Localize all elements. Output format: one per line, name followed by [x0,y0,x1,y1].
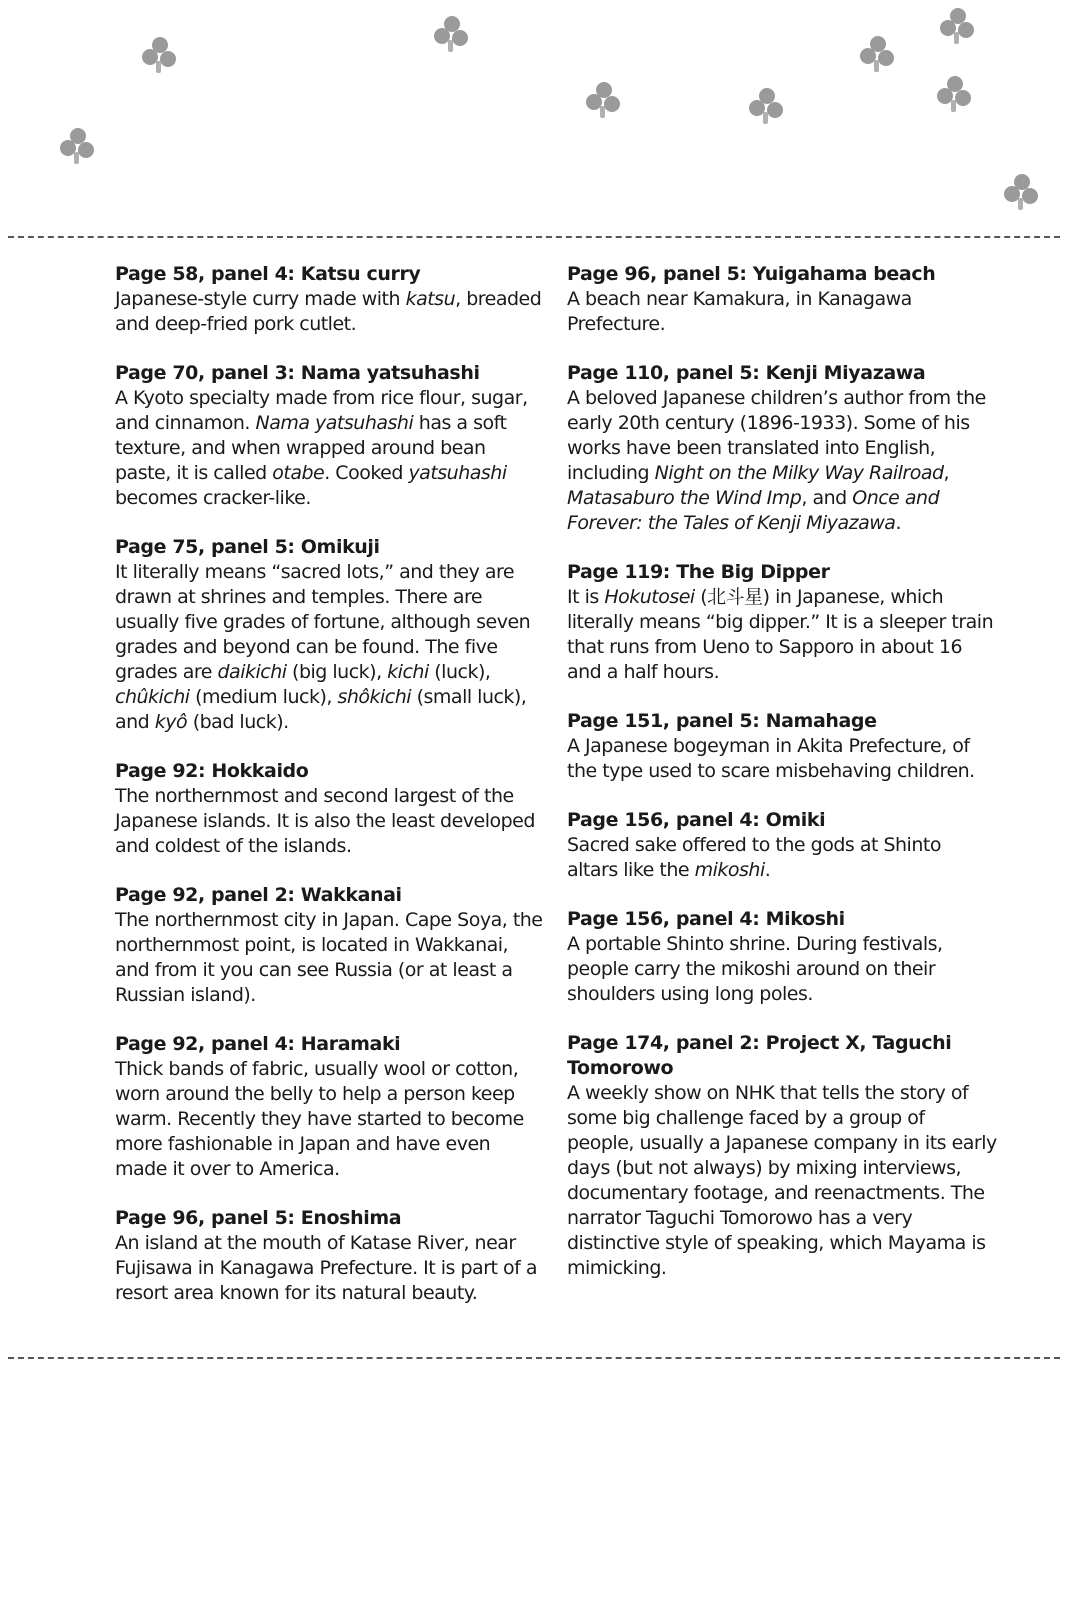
glossary-entry [567,361,997,536]
text-run: It is [567,586,605,608]
glossary-entry [115,1206,545,1306]
clover-icon [1002,172,1042,212]
glossary-entry [567,1031,997,1281]
entry-title: Page 75, panel 5: Omikuji [115,536,380,558]
italic-term: kichi [387,661,429,683]
clover-icon [747,86,787,126]
entry-title: Page 174, panel 2: Project X, Taguchi Tomorowo [567,1032,952,1079]
entry-title: Page 119: The Big Dipper [567,561,830,583]
italic-term: chûkichi [115,686,190,708]
left-column [115,262,545,1330]
text-run: . [764,859,771,881]
entry-description [567,932,997,1007]
clover-icon [58,126,98,166]
entry-title: Page 92, panel 2: Wakkanai [115,884,402,906]
entry-description [115,560,545,735]
clover-icon [584,80,624,120]
italic-term: Night on the Milky Way Railroad [654,462,944,484]
italic-term: daikichi [217,661,287,683]
text-run: The northernmost city in Japan. Cape Soya, the northernmost point, is located in Wakkanai, and from it you can see Russia (or at least a Russian island). [115,909,543,1006]
italic-term: kyô [154,711,188,733]
entry-description [115,386,545,511]
text-run: (bad luck). [187,711,289,733]
text-run: A Kyoto specialty made from rice flour, sugar, and cinnamon. [115,387,528,434]
text-run: A beloved Japanese children’s author from the early 20th century (1896-1933). Some of his works have been translated into English, including [567,387,986,484]
entry-title: Page 58, panel 4: Katsu curry [115,263,421,285]
glossary-entry [115,1032,545,1182]
entry-description [115,908,545,1008]
entry-description [567,287,997,337]
entry-description [567,585,997,685]
text-run: . Cooked [324,462,409,484]
text-run: becomes cracker-like. [115,487,311,509]
glossary-entry [567,560,997,685]
entry-title: Page 92, panel 4: Haramaki [115,1033,401,1055]
entry-title: Page 70, panel 3: Nama yatsuhashi [115,362,480,384]
entry-title: Page 96, panel 5: Yuigahama beach [567,263,936,285]
glossary-entry [567,262,997,337]
top-divider [8,236,1060,238]
text-run: A weekly show on NHK that tells the story of some big challenge faced by a group of people, usually a Japanese company in its early days (but not always) by mixing interviews, documentary footage, and reenactments. The narrator Taguchi Tomorowo has a very distinctive style of speaking, which Mayama is mimicking. [567,1082,997,1279]
entry-title: Page 96, panel 5: Enoshima [115,1207,402,1229]
entry-title: Page 156, panel 4: Omiki [567,809,826,831]
text-run: . [895,512,901,534]
entry-description [567,1081,997,1281]
text-run: It literally means “sacred lots,” and they are drawn at shrines and temples. There are usually five grades of fortune, although seven grades and beyond can be found. The five grades are [115,561,531,683]
text-run: A beach near Kamakura, in Kanagawa Prefecture. [567,288,912,335]
text-run: A Japanese bogeyman in Akita Prefecture, of the type used to scare misbehaving children. [567,735,975,782]
italic-term: yatsuhashi [408,462,507,484]
italic-term: otabe [272,462,325,484]
text-run: (medium luck), [189,686,338,708]
text-run: The northernmost and second largest of the Japanese islands. It is also the least developed and coldest of the islands. [115,785,535,857]
clover-icon [938,6,978,46]
entry-description [567,833,997,883]
text-run: , and [801,487,853,509]
entry-description [115,1231,545,1306]
italic-term: katsu [405,288,456,310]
entry-title: Page 92: Hokkaido [115,760,309,782]
glossary-entry [115,883,545,1008]
text-run: (luck), [428,661,491,683]
entry-title: Page 151, panel 5: Namahage [567,710,877,732]
text-run: An island at the mouth of Katase River, near Fujisawa in Kanagawa Prefecture. It is part of a resort area known for its natural beauty. [115,1232,537,1304]
italic-term: Matasaburo the Wind Imp [567,487,802,509]
glossary-entry [567,808,997,883]
entry-description [115,784,545,859]
italic-term: Nama yatsuhashi [255,412,414,434]
text-run: (北斗星) in Japanese, which literally means “big dipper.” It is a sleeper train that runs from Ueno to Sapporo in about 16 and a half hours. [567,586,994,683]
clover-icon [140,35,180,75]
text-run: Japanese-style curry made with [115,288,406,310]
text-run: (small luck), and [115,686,527,733]
clover-icon [935,74,975,114]
entry-description [115,287,545,337]
entry-title: Page 156, panel 4: Mikoshi [567,908,845,930]
right-column [567,262,997,1305]
glossary-entry [567,907,997,1007]
clover-icon [858,34,898,74]
text-run: (big luck), [286,661,388,683]
glossary-entry [115,361,545,511]
entry-description [115,1057,545,1182]
entry-description [567,734,997,784]
text-run: Sacred sake offered to the gods at Shinto altars like the [567,834,941,881]
italic-term: shôkichi [337,686,412,708]
entry-title: Page 110, panel 5: Kenji Miyazawa [567,362,926,384]
glossary-entry [115,759,545,859]
glossary-entry [567,709,997,784]
text-run: , breaded and deep-fried pork cutlet. [115,288,542,335]
glossary-entry [115,535,545,735]
italic-term: Hokutosei [604,586,695,608]
entry-description [567,386,997,536]
glossary-entry [115,262,545,337]
text-run: Thick bands of fabric, usually wool or cotton, worn around the belly to help a person keep warm. Recently they have started to become more fashionable in Japan and have even made it over to America. [115,1058,524,1180]
bottom-divider [8,1357,1060,1359]
text-run: A portable Shinto shrine. During festivals, people carry the mikoshi around on their shoulders using long poles. [567,933,943,1005]
clover-icon [432,14,472,54]
text-run: , [943,462,950,484]
text-run: has a soft texture, and when wrapped around bean paste, it is called [115,412,507,484]
italic-term: mikoshi [694,859,765,881]
italic-term: Once and Forever: the Tales of Kenji Miyazawa [567,487,940,534]
